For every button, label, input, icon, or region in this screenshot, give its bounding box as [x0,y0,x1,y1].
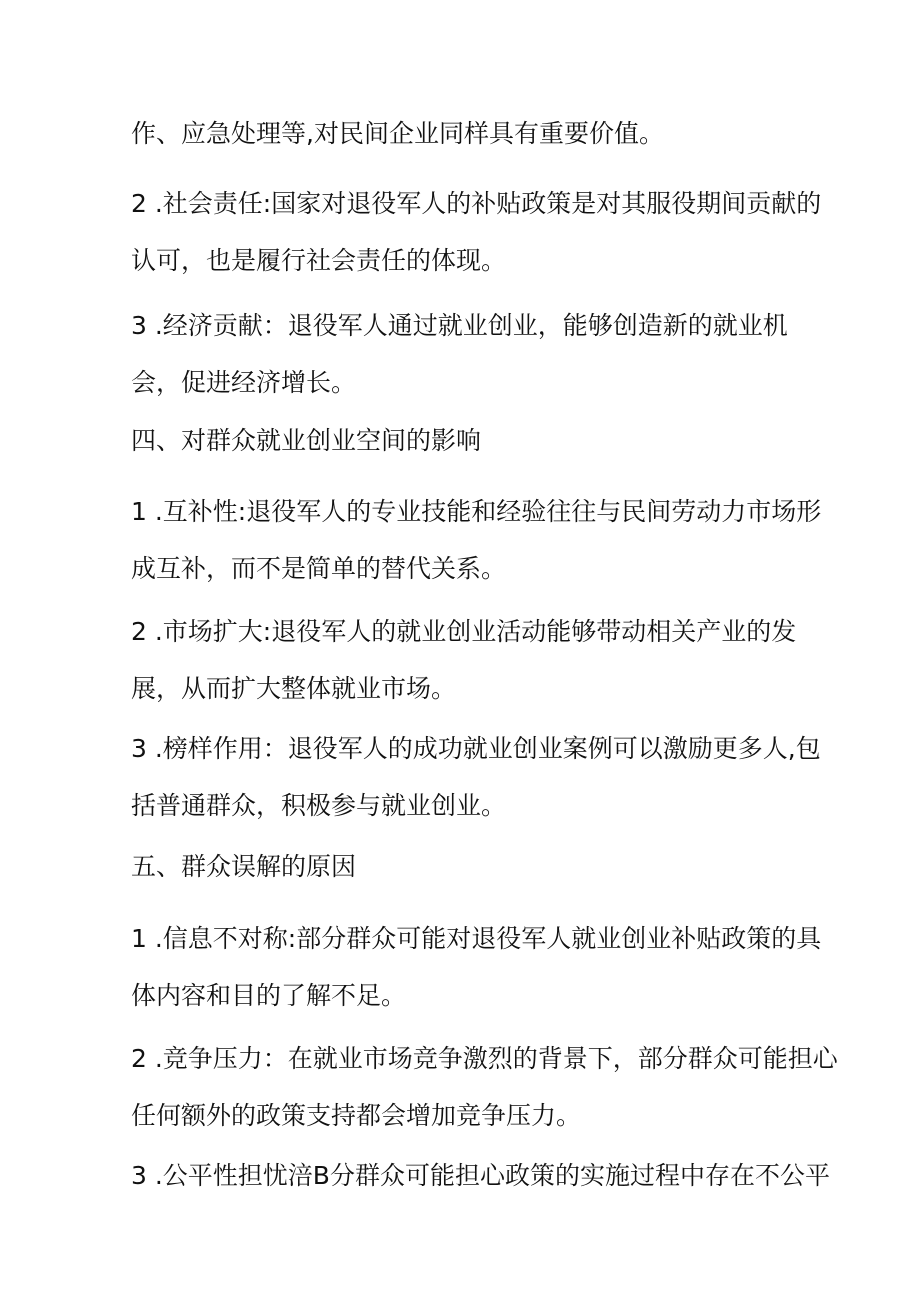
text-line: 3 .榜样作用：退役军人的成功就业创业案例可以激励更多人,包 [131,734,821,763]
text-line: 括普通群众，积极参与就业创业。 [131,791,507,820]
heading-text: 四、对群众就业创业空间的影响 [131,426,482,455]
section-heading-misunderstanding [131,838,811,895]
paragraph-information-asymmetry [131,910,822,1024]
paragraph-economic-contribution [131,297,811,411]
text-line: 成互补，而不是简单的替代关系。 [131,554,507,583]
heading-text: 五、群众误解的原因 [131,852,357,881]
paragraph-role-model [131,720,821,834]
section-heading-impact [131,412,811,469]
text-line: 作、应急处理等,对民间企业同样具有重要价值。 [131,119,664,148]
text-line: 任何额外的政策支持都会增加竞争压力。 [131,1101,582,1130]
text-line: 3 .公平性担忧涪B分群众可能担心政策的实施过程中存在不公平 [131,1161,830,1190]
text-line: 1 .信息不对称:部分群众可能对退役军人就业创业补贴政策的具 [131,924,822,953]
text-line: 2 .竞争压力：在就业市场竞争激烈的背景下，部分群众可能担心 [131,1044,838,1073]
paragraph-complementarity [131,483,822,597]
text-line: 展，从而扩大整体就业市场。 [131,674,457,703]
paragraph-competition-pressure [131,1030,838,1144]
text-line: 3 .经济贡献：退役军人通过就业创业，能够创造新的就业机 [131,311,788,340]
paragraph-market-expansion [131,603,811,717]
text-line: 1 .互补性:退役军人的专业技能和经验往往与民间劳动力市场形 [131,497,822,526]
paragraph-continuation [131,105,811,162]
text-line: 体内容和目的了解不足。 [131,981,407,1010]
text-line: 认可，也是履行社会责任的体现。 [131,246,507,275]
text-line: 2 .市场扩大:退役军人的就业创业活动能够带动相关产业的发 [131,617,797,646]
paragraph-fairness-concern [131,1147,830,1204]
paragraph-social-responsibility [131,175,822,289]
text-line: 会，促进经济增长。 [131,368,357,397]
text-line: 2 .社会责任:国家对退役军人的补贴政策是对其服役期间贡献的 [131,189,822,218]
